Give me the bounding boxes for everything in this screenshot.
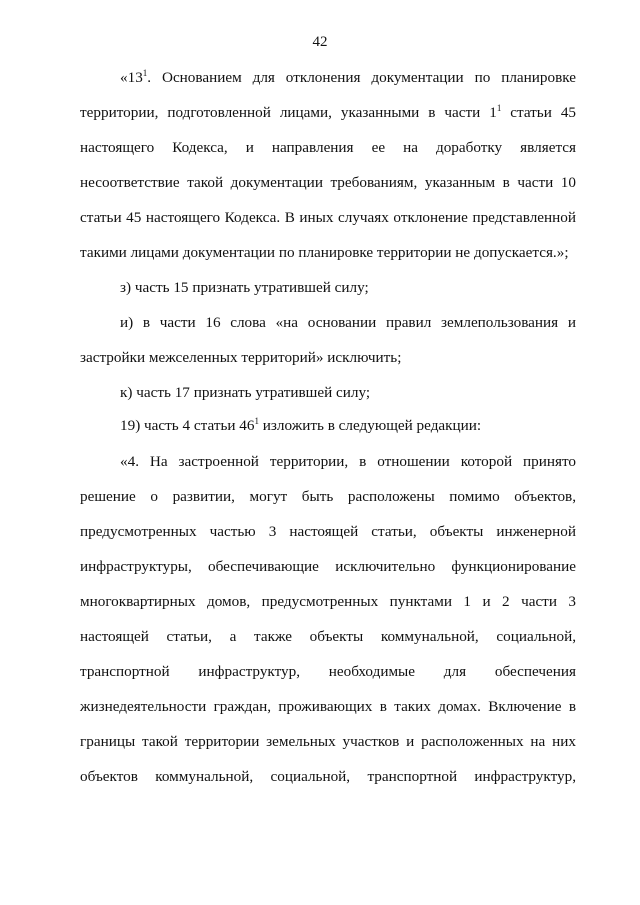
text-line: такими лицами документации по планировке территории не допускается.»; (80, 244, 569, 261)
text-line: статьи 45 настоящего Кодекса. В иных случаях отклонение представленной (80, 209, 576, 226)
text-line: настоящей статьи, а также объекты коммунальной, социальной, (80, 628, 576, 645)
text-line: и) в части 16 слова «на основании правил землепользования и (120, 314, 576, 331)
text-line: решение о развитии, могут быть расположены помимо объектов, (80, 488, 576, 505)
text-line: территории, подготовленной лицами, указанными в части $1^1$ статьи 45 (80, 102, 577, 121)
text-line: предусмотренных частью 3 настоящей статьи, объекты инженерной (80, 523, 576, 540)
text-line: к) часть 17 признать утратившей силу; (120, 384, 371, 401)
text-line: границы такой территории земельных участков и расположенных на них (80, 733, 576, 750)
text-line: несоответствие такой документации требованиям, указанным в части 10 (80, 174, 576, 191)
text-line: инфраструктуры, обеспечивающие исключительно функционирование (80, 558, 576, 575)
text-line: «4. На застроенной территории, в отношении которой принято (120, 453, 576, 470)
text-line: транспортной инфраструктур, необходимые для обеспечения (80, 663, 576, 680)
text-line: настоящего Кодекса, и направления ее на доработку является (80, 139, 576, 156)
text-line: жизнедеятельности граждан, проживающих в таких домах. Включение в (80, 698, 576, 715)
text-line: «$13^1$. Основанием для отклонения документации по планировке (120, 67, 576, 86)
page-number: 42 (312, 34, 328, 50)
text-line: з) часть 15 признать утратившей силу; (120, 279, 369, 296)
text-line: застройки межселенных территорий» исключить; (80, 349, 402, 366)
text-line: 19) часть 4 статьи $46^1$ изложить в следующей редакции: (120, 415, 482, 434)
text-line: объектов коммунальной, социальной, транспортной инфраструктур, (80, 768, 576, 785)
text-line: многоквартирных домов, предусмотренных пунктами 1 и 2 части 3 (80, 593, 576, 610)
